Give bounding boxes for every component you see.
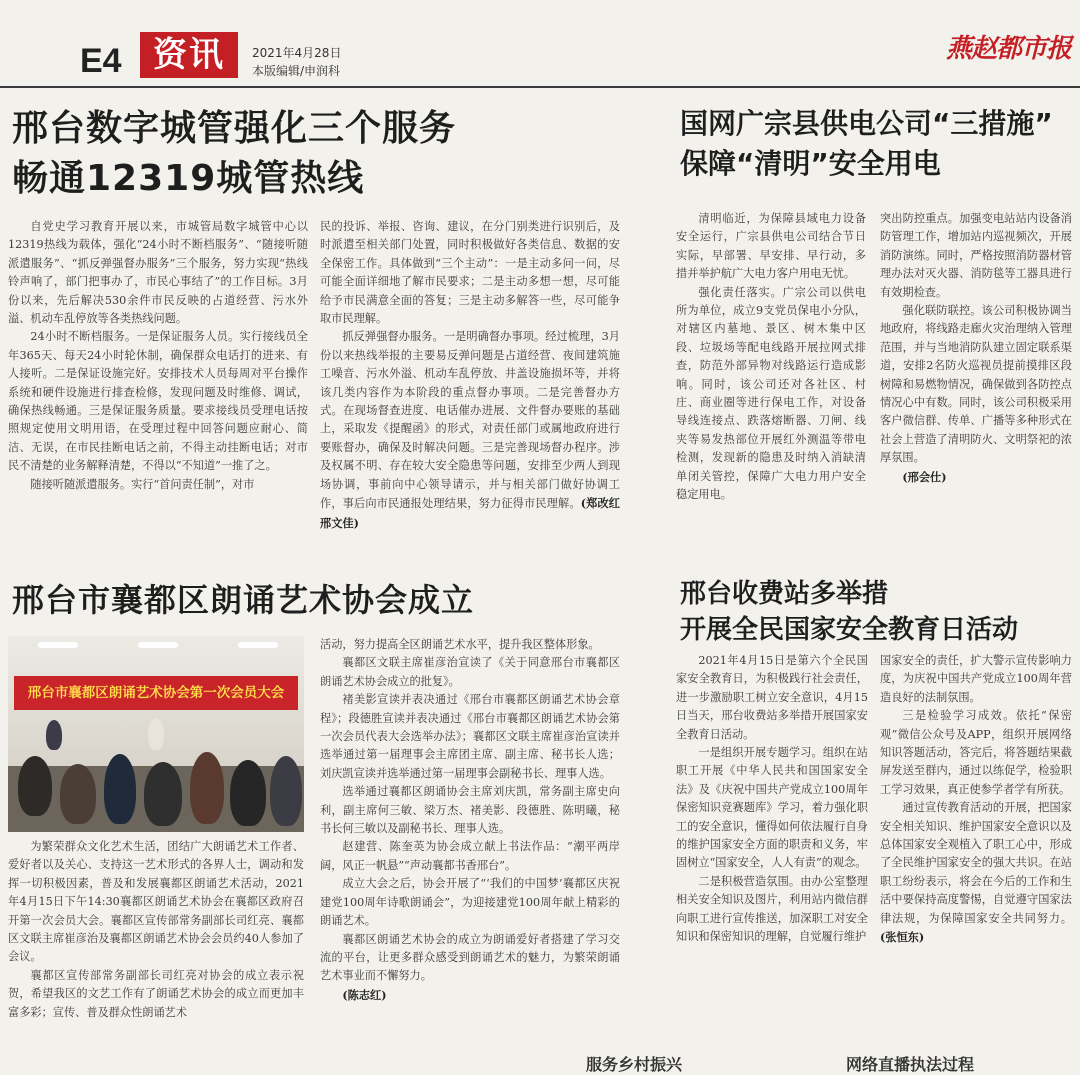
paragraph: 国家安全的责任，扩大警示宣传影响力度，为庆祝中国共产党成立100周年营造良好的法制氛围。 [880, 654, 1072, 704]
meeting-photo [8, 636, 304, 832]
headline-line: 国网广宗县供电公司“三措施” [680, 107, 1053, 140]
byline: (郑改红 邢文佳) [320, 496, 620, 530]
paragraph: 2021年4月15日是第六个全民国家安全教育日，为积极践行社会责任，进一步激励职工树立安全意识，4月15日当天，邢台收费站多举措开展国家安全教育日活动。 [676, 654, 868, 741]
article-2-column-2 [880, 210, 1072, 554]
ceiling-light [238, 642, 278, 648]
paragraph: 活动，努力提高全区朗诵艺术水平，提升我区整体形象。 [320, 638, 600, 651]
issue-date: 2021年4月28日 [252, 46, 342, 60]
article-1-headline [12, 104, 456, 204]
headline-line: 保障“清明”安全用电 [680, 147, 941, 180]
next-headline-fragment: 服务乡村振兴 [586, 1055, 683, 1074]
article-1-column-1 [8, 218, 308, 554]
paragraph-text: 通过宣传教育活动的开展，把国家安全相关知识、维护国家安全意识以及总体国家安全观植入了职工心中，形成了全民维护国家安全的强大共识。在站职工纷纷表示，将会在今后的工作和生活中要保持高度警惕，自觉遵守国家法律法规，为保障国家安全共同努力。 [880, 801, 1072, 925]
speaker-figure [46, 720, 62, 750]
paragraph: 一是组织开展专题学习。组织在站职工开展《中华人民共和国国家安全法》及《庆祝中国共产党成立100周年保密知识竞赛题库》学习，着力强化职工的安全意识，懂得如何依法履行自身的维护国家安全方面的职责和义务，牢固树立“国家安全，人人有责”的观念。 [676, 746, 868, 870]
headline-line: 邢台数字城管强化三个服务 [12, 108, 457, 149]
paragraph [320, 328, 620, 532]
headline-line: 开展全民国家安全教育日活动 [680, 615, 1019, 645]
paragraph: 二是积极营造氛围。由办公室整理相关安全知识及图片，利用站内微信群向职工进行宣传推送，加深职工对安全知识和保密知识的理解，自觉履行维护 [676, 874, 868, 944]
paragraph [320, 986, 620, 1005]
paragraph-text: 抓反弹强督办服务。一是明确督办事项。经过梳理，3月份以来热线举报的主要易反弹问题是占道经营、夜间建筑施工噪音、污水外溢、机动车乱停放、井盖设施损坏等，并将该几类内容作为本阶段的重点督办事项。二是完善督办方式。在现场督查进度、电话催办进展、文件督办要账的基础上，采取发《提醒函》的形式，对责任部门或属地政府进行要账督办，确保及时解决问题。三是完善现场督办程序。涉及权属不明、存在较大安全隐患等问题，安排至少两人到现场协调，事前向中心领导请示，并与相关部门做好协调工作，事后向市民通报处理结果，努力征得市民理解。 [320, 330, 620, 511]
page-editor: 本版编辑/申润科 [252, 64, 341, 78]
article-4-headline [680, 576, 1018, 648]
article-4-column-1 [676, 652, 868, 1046]
paragraph: 强化联防联控。该公司积极协调当地政府，将线路走廊火灾治理纳入管理范围，并与当地消防队建立固定联系渠道，安排2名防火巡视员提前摸排区段树障和易燃物情况，确保做到各防控点情况心中有数。同时，该公司积极采用客户微信群、传单、广播等多种形式在社会上营造了清明防火、文明祭祀的浓厚氛围。 [880, 304, 1072, 465]
headline-line: 畅通12319城管热线 [12, 158, 365, 199]
next-headline-fragment: 网络直播执法过程 [846, 1055, 975, 1074]
paragraph: 褚美影宣读并表决通过《邢台市襄都区朗诵艺术协会章程》；段德胜宣读并表决通过《邢台市襄都区朗诵艺术协会第一次会员代表大会选举办法》；襄都区文联主席崔彦治宣读并选举通过第一届理事会主席团主席、副主席、秘书长人选；刘庆凯宣读并选举通过第一届理事会副秘书长、理事人选。 [320, 693, 620, 780]
paragraph: 襄都区朗诵艺术协会的成立为朗诵爱好者搭建了学习交流的平台，让更多群众感受到朗诵艺术的魅力，为繁荣朗诵艺术事业而不懈努力。 [320, 932, 620, 983]
paragraph: 三是检验学习成效。依托“保密观”微信公众号及APP，组织开展网络知识答题活动，答完后，将答题结果截屏发送至群内，通过以练促学，检验职工学习效果，真正使参学者学有所获。 [880, 709, 1072, 796]
page-header [0, 0, 1080, 92]
newspaper-logo: 燕赵都市报 [946, 34, 1072, 64]
paragraph [880, 468, 1072, 487]
paragraph: 自党史学习教育开展以来，市城管局数字城管中心以12319热线为载体，强化“24小时不断档服务”、“随接听随派遣服务”、“抓反弹强督办服务”三个服务，努力实现“热线铃声响了，部门把事办了，市民心事结了”的工作目标。3月份以来，先后解决530余件市民反映的占道经营、污水外溢、机动车乱停放等各类热线问题。 [8, 220, 308, 326]
audience-figure [104, 754, 136, 824]
header-rule [0, 86, 1080, 88]
paragraph [880, 799, 1072, 947]
ceiling-light [138, 642, 178, 648]
ceiling-light [38, 642, 78, 648]
paragraph: 襄都区宣传部常务副部长司红亮对协会的成立表示祝贺，希望我区的文艺工作有了朗诵艺术协会的成立而更加丰富多彩；宣传、普及群众性朗诵艺术 [8, 968, 304, 1019]
speaker-figure [148, 718, 164, 750]
paragraph: 成立大会之后，协会开展了“‘我们的中国梦’襄都区庆祝建党100周年诗歌朗诵会”，为迎接建党100周年献上精彩的朗诵艺术。 [320, 877, 620, 928]
article-3-headline [12, 580, 474, 620]
paragraph: 突出防控重点。加强变电站站内设备消防管理工作，增加站内巡视频次，开展消防演练。同时，严格按照消防器材管理办法对灭火器、消防毯等工器具进行有效期检查。 [880, 212, 1072, 299]
audience-figure [190, 752, 224, 824]
article-2-headline [680, 104, 1053, 184]
article-4-column-2 [880, 652, 1072, 1046]
meeting-banner: 邢台市襄都区朗诵艺术协会第一次会员大会 [14, 676, 298, 710]
paragraph: 民的投诉、举报、咨询、建议，在分门别类进行识别后，及时派遣至相关部门处置，同时积极做好各类信息、数据的安全保密工作。具体做到“三个主动”：一是主动多问一问，尽可能全面详细地了解市民要求；二是主动多想一想，尽可能给予市民满意全面的答复；三是主动多解答一些，尽可能争取市民理解。 [320, 220, 620, 326]
article-3-column-1 [8, 838, 304, 1048]
headline-line: 邢台市襄都区朗诵艺术协会成立 [12, 581, 475, 619]
byline: (张恒东) [880, 930, 925, 945]
paragraph: 清明临近，为保障县域电力设备安全运行，广宗县供电公司结合节日实际，早部署、早安排、早行动，多措并举护航广大电力客户用电无忧。 [676, 212, 866, 281]
paragraph: 选举通过襄都区朗诵协会主席刘庆凯，常务副主席史向利，副主席何三敏、梁万杰、褚美影、段德胜、陈明曦，秘书长何三敏以及副秘书长、理事人选。 [320, 785, 620, 836]
audience-figure [60, 764, 96, 824]
article-1-column-2 [320, 218, 620, 554]
paragraph: 24小时不断档服务。一是保证服务人员。实行接线员全年365天、每天24小时轮休制，确保群众电话打的进来、有人接听。二是保证设施完好。安排技术人员每周对平台操作系统和硬件设施进行排查检修，发现问题及时维修、调试，确保热线畅通。三是保证服务质量。要求接线员受理电话按照规定使用文明用语，在受理过程中回答问题应耐心、简洁、无误，在市民挂断电话之前，不得主动挂断电话；对市民不清楚的业务解释清楚，不得以“不知道”一推了之。 [8, 330, 308, 473]
headline-line: 邢台收费站多举措 [680, 579, 889, 609]
paragraph: 赵建营、陈奎英为协会成立献上书法作品：“潮平两岸阔，风正一帆悬”“声动襄都书香邢台”。 [320, 840, 620, 872]
audience-figure [270, 756, 302, 826]
paragraph: 襄都区文联主席崔彦治宣读了《关于同意邢台市襄都区朗诵艺术协会成立的批复》。 [320, 656, 620, 688]
audience-figure [230, 760, 266, 826]
audience-figure [144, 762, 182, 826]
audience-figure [18, 756, 52, 816]
section-badge: 资讯 [140, 32, 238, 78]
paragraph: 随接听随派遣服务。实行“首问责任制”，对市 [30, 477, 255, 491]
article-2-column-1 [676, 210, 866, 554]
byline: (陈志红) [342, 987, 387, 1002]
byline: (邢会仕) [902, 469, 947, 484]
page-number: E4 [80, 42, 122, 80]
paragraph: 为繁荣群众文化艺术生活，团结广大朗诵艺术工作者、爱好者以及关心、支持这一艺术形式的各界人士，调动和发挥一切积极因素，普及和发展襄都区朗诵艺术活动，2021年4月15日下午14:30襄都区朗诵艺术协会在襄都区政府召开第一次会员大会。襄都区宣传部常务副部长司红亮、襄都区文联主席崔彦治及襄都区朗诵艺术协会会员约40人参加了会议。 [8, 840, 304, 964]
paragraph: 强化责任落实。广宗公司以供电所为单位，成立9支党员保电小分队，对辖区内墓地、景区、树木集中区段、垃圾场等配电线路开展拉网式排查，防范外部异物对线路运行造成影响。同时，该公司还对各社区、村庄、商业圈等进行保电工作，对设备导线连接点、跌落熔断器、刀闸、线夹等易发热部位开展红外测温等带电检测，发现新的隐患及时纳入消缺清单闭关管控，保障广大电力用户安全稳定用电。 [676, 285, 866, 502]
article-3-column-2 [320, 636, 620, 1046]
